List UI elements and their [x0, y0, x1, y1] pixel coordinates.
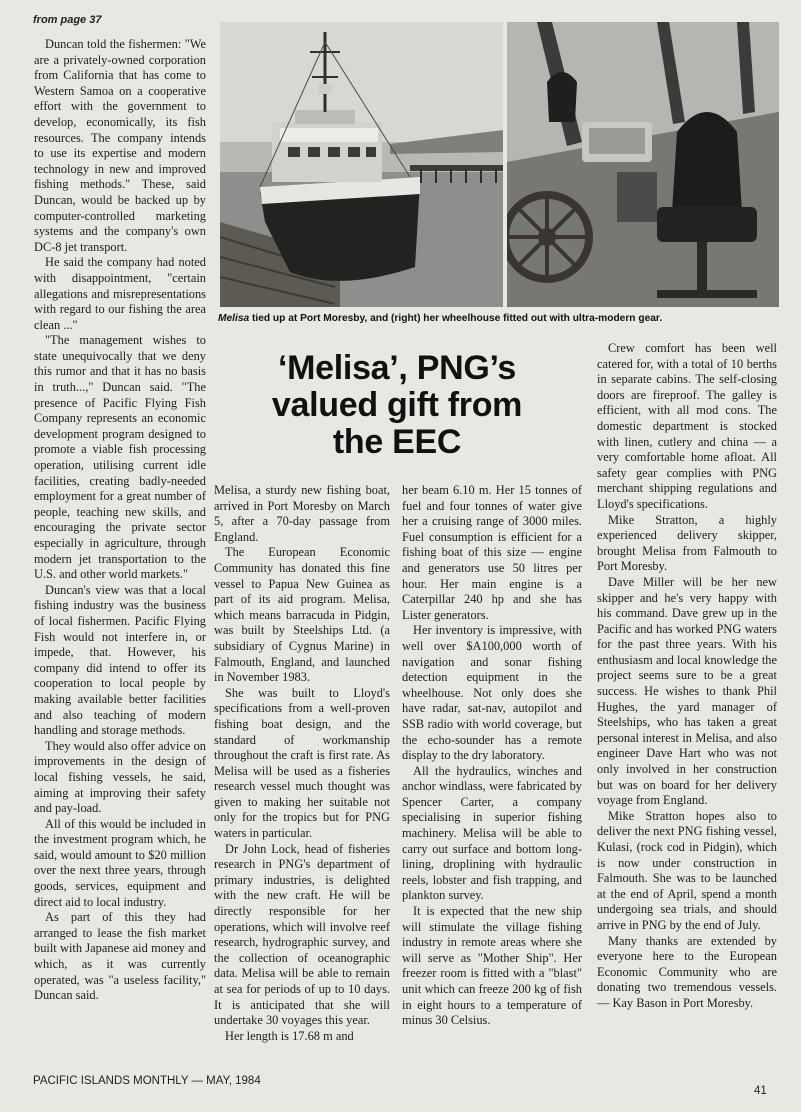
paragraph: Mike Stratton, a highly experienced delivery skipper, brought Melisa from Falmouth to Port Moresby. [597, 512, 777, 574]
headline-line: valued gift from [271, 386, 523, 424]
wheelhouse-photo [507, 22, 779, 307]
paragraph: Dave Miller will be her new skipper and he's very happy with his command. Dave grew up in the Pacific and has worked PNG waters for the past three years. With his enthusiasm and local knowledge the project seems sure to be a great success. He wishes to thank Phil Hughes, the yard manager of Steelships, who has taken a great personal interest in Melisa, and also engineer Dave Hart who was not only involved in her construction but was on board for her delivery voyage from England. [597, 574, 777, 808]
page-number: 41 [754, 1085, 767, 1097]
caption-text: tied up at Port Moresby, and (right) her wheelhouse fitted out with ultra-modern gear. [249, 313, 663, 324]
publication-footer: PACIFIC ISLANDS MONTHLY — MAY, 1984 [33, 1075, 261, 1087]
paragraph: All the hydraulics, winches and anchor windlass, were fabricated by Spencer Carter, a company specialising in superior fishing machinery. Melisa will be able to carry out surface and bottom long-lining, droplining with hydraulic reels, lobster and fish trapping, and plankton survey. [402, 763, 582, 903]
paragraph: Her length is 17.68 m and [225, 1028, 354, 1043]
paragraph: She was built to Lloyd's specifications from a well-proven fishing boat design, and the standard of workmanship throughout the craft is first rate. As Melisa will be used as a fisheries research vessel much thought was given to making her suitable not only for the tropics but for PNG waters in particular. [214, 685, 390, 841]
paragraph: Many thanks are extended by everyone here to the European Economic Community who are donating two tremendous vessels. — Kay Bason in Port Moresby. [597, 933, 777, 1010]
article-column-1 [34, 37, 206, 1004]
paragraph: "The management wishes to state unequivocally that we deny this rumor and that it has no basis in truth...," Duncan said. "The presence of Pacific Flying Fish Company represents an economic development program designed to promote a viable fish processing operation, utilising current idle facilities, creating badly-needed employment for a great number of people, teaching new skills, and encouraging the private sector especially in agriculture, through modern jet transportation to the U.S. and other world markets." [34, 333, 206, 582]
paragraph: her beam 6.10 m. Her 15 tonnes of fuel and four tonnes of water give her a cruising range of 3000 miles. Fuel consumption is efficient for a fishing boat of this size — engine and generators use 50 litres per hour. Her main engine is a Caterpillar 240 hp and she has Lister generators. [402, 483, 582, 622]
paragraph: He said the company had noted with disappointment, "certain allegations and misrepresentations with regard to our fishing the area clean ..." [34, 255, 206, 332]
paragraph: Melisa, a sturdy new fishing boat, arrived in Port Moresby on March 5, after a 70-day passage from England. [214, 483, 390, 544]
paragraph: As part of this they had arranged to lease the fish market built with Japanese aid money and which, as it was currently operated, was "a useless facility," Duncan said. [34, 910, 206, 1003]
paragraph: Mike Stratton hopes also to deliver the next PNG fishing vessel, Kulasi, (rock cod in Pidgin), which is now under construction in Falmouth. She was to be launched at the end of April, spend a month undergoing sea trials, and should arrive in PNG by the end of July. [597, 808, 777, 932]
caption-boat-name: Melisa [218, 313, 250, 324]
photo-caption [218, 313, 783, 324]
headline-line: the EEC [332, 423, 462, 461]
continued-from-label: from page 37 [33, 14, 102, 26]
paragraph: Her inventory is impressive, with well over $A100,000 worth of navigation and sonar fishing detection equipment in the wheelhouse. Not only does she have radar, sat-nav, autopilot and SSB radio with world coverage, but the echo-sounder has a remote display to the dry laboratory. [402, 623, 582, 763]
paragraph: It is expected that the new ship will stimulate the village fishing industry in remote areas where she will serve as "Mother Ship". Her freezer room is fitted with a "blast" unit which can freeze 200 kg of fish in eight hours to a temperature of minus 30 Celsius. [402, 904, 582, 1028]
article-column-2 [214, 483, 390, 1044]
article-headline [212, 350, 582, 461]
article-column-4 [597, 341, 777, 1012]
paragraph: Duncan told the fishermen: "We are a privately-owned corporation from California that has come to Western Samoa on a cooperative effort with the government to develop, economically, its fish resources. The company intends to use its expertise and modern technology in new and improved fishing methods." These, said Duncan, would be backed up by computer-controlled marketing systems and the company's own DC-8 jet transport. [34, 37, 206, 254]
boat-photo [220, 22, 503, 307]
paragraph: Duncan's view was that a local fishing industry was the business of local fishermen. Pacific Flying Fish would not interfere in, or impede, that. However, his company did intend to offer its cooperation to local people by making available better facilities and also teaching of modern handling and storage methods. [34, 582, 206, 738]
article-column-3 [402, 483, 582, 1029]
paragraph: All of this would be included in the investment program which, he said, would amount to $20 million over the next three years, through goods, services, equipment and direct aid to local industry. [34, 816, 206, 909]
paragraph: Dr John Lock, head of fisheries research in PNG's department of primary industries, is delighted with the new craft. He will be directly responsible for her operations, which will involve reef research, hydrographic survey, and the collection of oceanographic data. Melisa will be able to remain at sea for periods of up to 10 days. It is anticipated that she will undertake 30 voyages this year. [214, 841, 390, 1028]
paragraph: Crew comfort has been well catered for, with a total of 10 berths in separate cabins. The self-closing doors are fireproof. The galley is efficient, with all mod cons. The domestic department is stocked with linen, cutlery and china — a very comfortable home afloat. All safety gear complies with PNG merchant shipping regulations and Lloyd's specifications. [597, 341, 777, 511]
paragraph: The European Economic Community has donated this fine vessel to Papua New Guinea as part of its aid program. Melisa, which means barracuda in Pidgin, was built by Steelships Ltd. (a subsidiary of Cygnus Marine) in Falmouth, England, and launched in November 1983. [214, 545, 390, 685]
paragraph: They would also offer advice on improvements in the design of local fishing vessels, he said, aiming at improving their safety and pay-load. [34, 738, 206, 816]
headline-line: ‘Melisa’, PNG’s [278, 349, 516, 387]
